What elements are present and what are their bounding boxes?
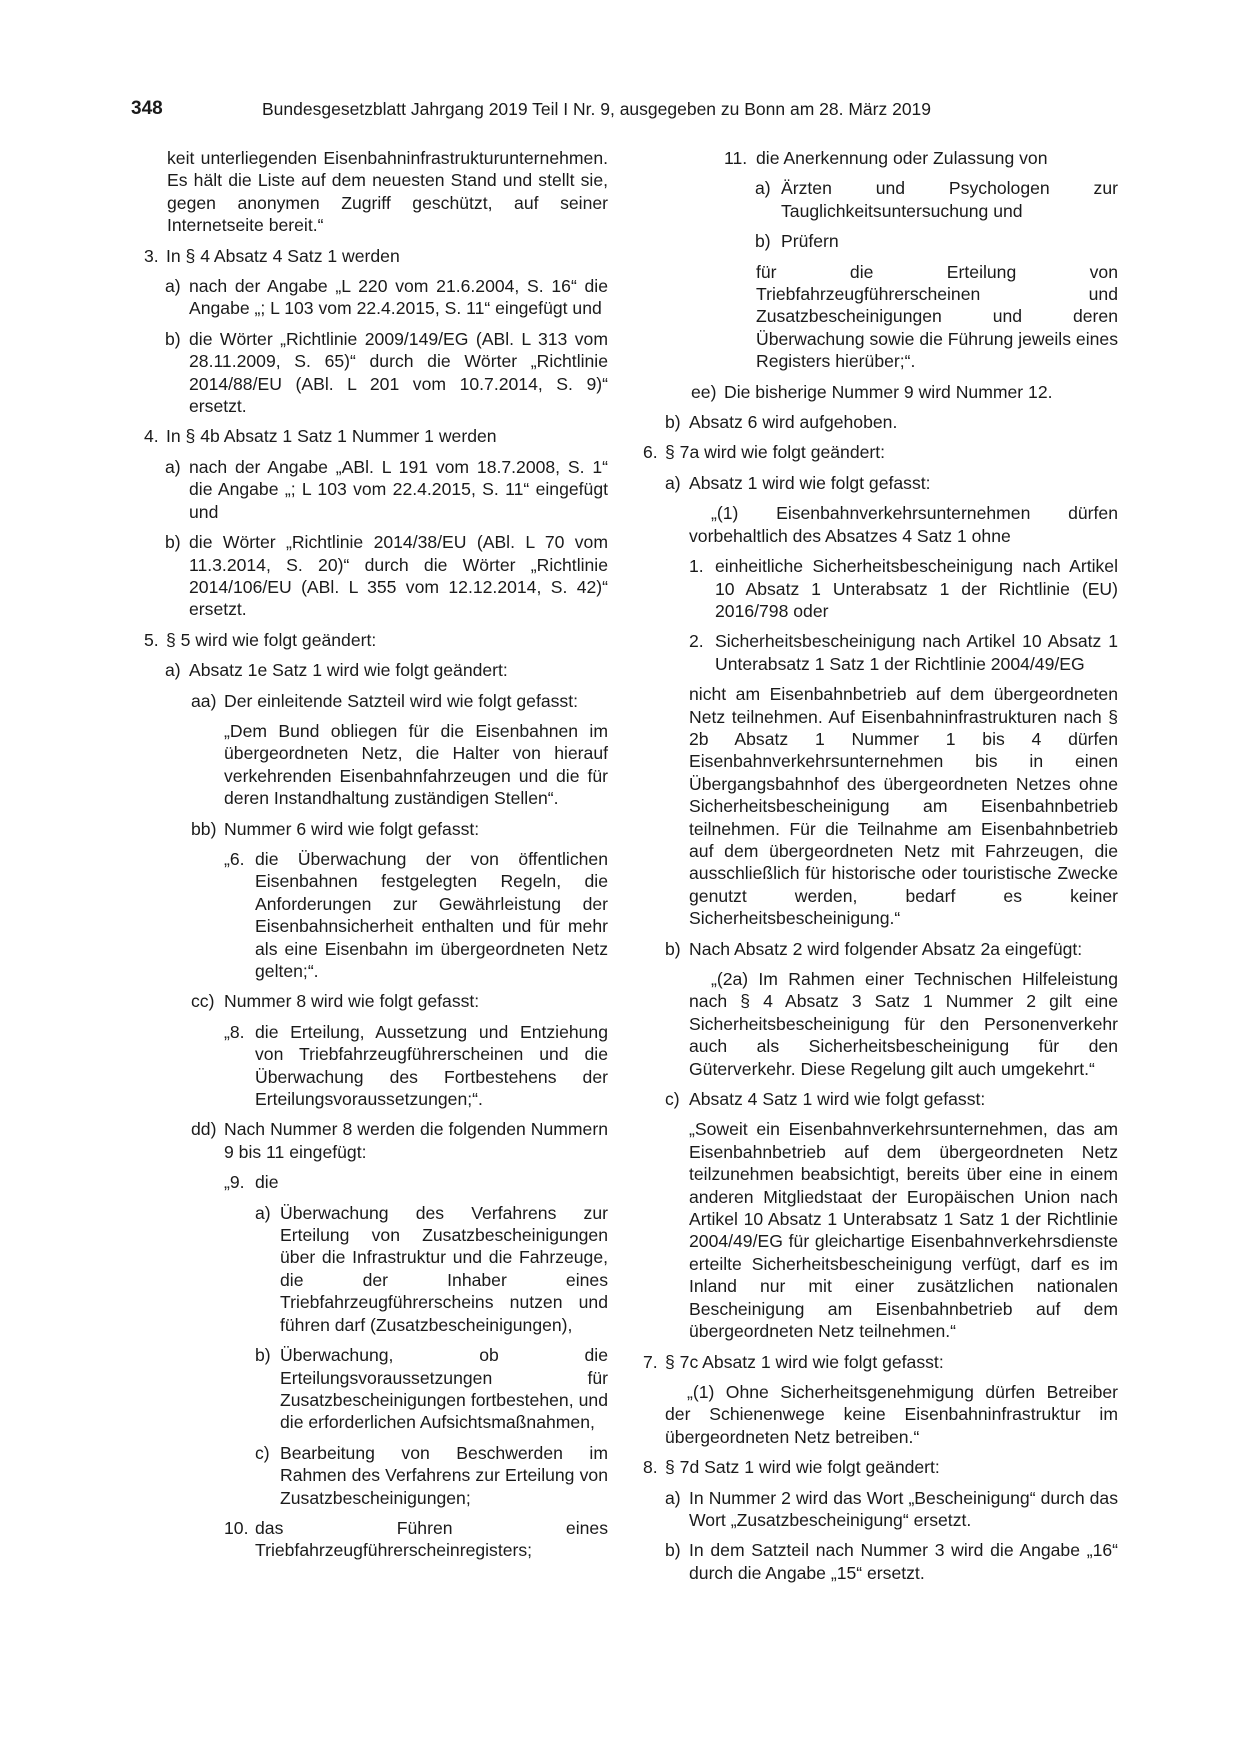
sub-item-8a: [643, 1487, 1118, 1532]
sub-item-6b: [643, 938, 1118, 960]
item-text: Nach Absatz 2 wird folgender Absatz 2a eingefügt:: [689, 938, 1083, 959]
item-text: Absatz 1 wird wie folgt gefasst:: [689, 472, 931, 493]
item-text: die Erteilung, Aussetzung und Entziehung von Triebfahrzeugführerscheinen und die Überwachung des Fortbestehens der Erteilungsvoraussetzungen;“.: [255, 1021, 608, 1110]
left-column: [131, 147, 608, 1570]
item-number: b): [165, 532, 181, 553]
item-number: 2.: [689, 631, 704, 652]
item-text: Der einleitende Satzteil wird wie folgt gefasst:: [224, 690, 579, 711]
item-number: a): [165, 456, 181, 477]
item-number: „9.: [224, 1172, 245, 1193]
item-text: Nach Nummer 8 werden die folgenden Nummern 9 bis 11 eingefügt:: [224, 1119, 608, 1162]
item-number: a): [165, 660, 181, 681]
item-text: einheitliche Sicherheitsbescheinigung nach Artikel 10 Absatz 1 Unterabsatz 1 der Richtlinie (EU) 2016/798 oder: [715, 556, 1118, 621]
item-text: Bearbeitung von Beschwerden im Rahmen des Verfahrens zur Erteilung von Zusatzbescheinigungen;: [280, 1442, 608, 1508]
item-number: b): [165, 328, 181, 349]
item-number: dd): [191, 1119, 217, 1140]
sub-item-4b: [131, 531, 608, 621]
sub-item-ee: [643, 381, 1118, 403]
item-number: „6.: [224, 848, 245, 869]
sub-item-3a: [131, 275, 608, 320]
item-text: Absatz 1e Satz 1 wird wie folgt geändert:: [189, 660, 508, 681]
item-number: 10.: [224, 1517, 249, 1538]
sub-item-6a: [643, 472, 1118, 494]
list-item-8: [643, 1456, 1118, 1478]
item-number: cc): [191, 991, 215, 1012]
sub-item-5a: [131, 659, 608, 681]
sub-item-5b: [643, 411, 1118, 433]
item-text: § 7d Satz 1 wird wie folgt geändert:: [665, 1457, 940, 1478]
item-text: Die bisherige Nummer 9 wird Nummer 12.: [724, 381, 1053, 402]
quote-text: „Dem Bund obliegen für die Eisenbahnen im übergeordneten Netz, die Halter von hierauf verkehrenden Eisenbahnfahrzeugen und die für deren Instandhaltung zuständigen Stellen“.: [224, 720, 608, 809]
item-number: 7.: [643, 1351, 658, 1372]
list-item-7: [643, 1351, 1118, 1373]
item-text: Ärzten und Psychologen zur Tauglichkeitsuntersuchung und: [781, 178, 1118, 221]
quote-item-9: [131, 1171, 608, 1193]
item-number: b): [665, 1540, 681, 1561]
item-text: § 7a wird wie folgt geändert:: [665, 442, 886, 463]
item-text: die: [255, 1172, 279, 1193]
intro-paragraph: keit unterliegenden Eisenbahninfrastrukturunternehmen. Es hält die Liste auf dem neuesten Stand und stellt sie, gegen anonymen Zugriff geschützt, auf seiner Internetseite bereit.“: [167, 148, 608, 236]
item-number: ee): [691, 381, 717, 402]
quote-item-6: [131, 848, 608, 982]
item-number: 5.: [144, 629, 159, 650]
item-number: 6.: [643, 442, 658, 463]
item-text: Überwachung des Verfahrens zur Erteilung von Zusatzbescheinigungen über die Infrastruktur und die Fahrzeuge, die der Inhaber eines Triebfahrzeugführerscheins nutzen und führen darf (Zusatzbescheinigungen),: [280, 1202, 608, 1335]
item-number: aa): [191, 690, 217, 711]
item-number: a): [755, 178, 771, 199]
quote-item-1: [643, 555, 1118, 622]
page-number: 348: [131, 98, 163, 119]
quote-item-9b: [131, 1344, 608, 1434]
sub-item-6c: [643, 1088, 1118, 1110]
quote-tail: nicht am Eisenbahnbetrieb auf dem übergeordneten Netz teilnehmen. Auf Eisenbahninfrastrukturen nach § 2b Absatz 1 Nummer 1 bis 4 dürfen Eisenbahnverkehrsunternehmen bis in einen Übergangsbahnhof des übergeordneten Netzes ohne Sicherheitsbescheinigung am Eisenbahnbetrieb teilnehmen. Für die Teilnahme am Eisenbahnbetrieb auf dem übergeordneten Netz mit Fahrzeugen, die ausschließlich für historische oder touristische Zwecke genutzt werden, bedarf es keiner Sicherheitsbescheinigung.“: [689, 684, 1118, 929]
item-number: bb): [191, 818, 217, 839]
quote-text: „(2a) Im Rahmen einer Technischen Hilfeleistung nach § 4 Absatz 3 Satz 1 Nummer 2 gilt eine Sicherheitsbescheinigung für den Personenverkehr auch als Sicherheitsbescheinigung für den Güterverkehr. Diese Regelung gilt auch umgekehrt.“: [689, 969, 1118, 1079]
item-number: 11.: [724, 148, 748, 168]
item-number: a): [665, 1487, 681, 1508]
sub-item-aa: [131, 690, 608, 712]
sub-item-bb: [131, 818, 608, 840]
quote-item-10: [131, 1517, 608, 1562]
quote-item-9a: [131, 1202, 608, 1336]
item-text: nach der Angabe „L 220 vom 21.6.2004, S. 16“ die Angabe „; L 103 vom 22.4.2015, S. 11“ eingefügt und: [189, 276, 608, 319]
item-text: nach der Angabe „ABl. L 191 vom 18.7.2008, S. 1“ die Angabe „; L 103 vom 22.4.2015, S. 11“ eingefügt und: [189, 456, 608, 522]
item-text: Absatz 6 wird aufgehoben.: [689, 412, 898, 433]
item-number: 4.: [144, 426, 159, 447]
quote-text: „(1) Eisenbahnverkehrsunternehmen dürfen vorbehaltlich des Absatzes 4 Satz 1 ohne: [689, 503, 1118, 546]
item-number: c): [665, 1089, 680, 1110]
item-text: das Führen eines Triebfahrzeugführerscheinregisters;: [255, 1517, 608, 1561]
item-number: b): [665, 412, 681, 433]
item-number: a): [255, 1202, 271, 1223]
item-text: § 5 wird wie folgt geändert:: [166, 629, 377, 650]
item-number: „8.: [224, 1021, 245, 1042]
item-number: 8.: [643, 1457, 658, 1478]
list-item-5: [131, 629, 608, 651]
item-text: In § 4b Absatz 1 Satz 1 Nummer 1 werden: [166, 426, 497, 447]
quote-item-11a: [643, 177, 1118, 222]
quote-item-11b: [643, 230, 1118, 252]
item-text: Nummer 8 wird wie folgt gefasst:: [224, 991, 480, 1012]
item-number: b): [755, 231, 771, 252]
item-text: die Wörter „Richtlinie 2014/38/EU (ABl. L 70 vom 11.3.2014, S. 20)“ durch die Wörter „Richtlinie 2014/106/EU (ABl. L 355 vom 12.12.2014, S. 42)“ ersetzt.: [189, 532, 608, 620]
item-number: 3.: [144, 245, 159, 266]
item-text: die Überwachung der von öffentlichen Eisenbahnen festgelegten Regeln, die Anforderungen zur Gewährleistung der Eisenbahnsicherheit enthalten und für mehr als eine Eisenbahn im übergeordneten Netz gelten;“.: [255, 848, 608, 981]
item-text: § 7c Absatz 1 wird wie folgt gefasst:: [665, 1351, 944, 1372]
item-text: Sicherheitsbescheinigung nach Artikel 10 Absatz 1 Unterabsatz 1 Satz 1 der Richtlinie 2004/49/EG: [715, 631, 1118, 674]
quote-text: „(1) Ohne Sicherheitsgenehmigung dürfen Betreiber der Schienenwege keine Eisenbahninfrastruktur im übergeordneten Netz betreiben.“: [665, 1381, 1118, 1447]
item-text: In § 4 Absatz 4 Satz 1 werden: [166, 245, 400, 266]
item-number: c): [255, 1442, 270, 1463]
gazette-title: Bundesgesetzblatt Jahrgang 2019 Teil I Nr. 9, ausgegeben zu Bonn am 28. März 2019: [262, 99, 932, 119]
list-item-3: [131, 245, 608, 267]
sub-item-3b: [131, 328, 608, 418]
sub-item-8b: [643, 1539, 1118, 1584]
item-text: Nummer 6 wird wie folgt gefasst:: [224, 818, 480, 839]
item-text: die Anerkennung oder Zulassung von: [756, 148, 1048, 168]
sub-item-cc: [131, 990, 608, 1012]
item-text: In dem Satzteil nach Nummer 3 wird die Angabe „16“ durch die Angabe „15“ ersetzt.: [689, 1540, 1118, 1583]
right-column: [643, 147, 1118, 1592]
sub-item-dd: [131, 1118, 608, 1163]
list-item-6: [643, 441, 1118, 463]
item-text: Prüfern: [781, 231, 839, 252]
quote-item-2: [643, 630, 1118, 675]
quote-item-11: [643, 147, 1118, 169]
item-text: die Wörter „Richtlinie 2009/149/EG (ABl. L 313 vom 28.11.2009, S. 65)“ durch die Wörter „Richtlinie 2014/88/EU (ABl. L 201 vom 10.7.2014, S. 9)“ ersetzt.: [189, 328, 608, 417]
item-text: Überwachung, ob die Erteilungsvoraussetzungen für Zusatzbescheinigungen fortbestehen, und die erforderlichen Aufsichtsmaßnahmen,: [280, 1345, 608, 1433]
item-text: Absatz 4 Satz 1 wird wie folgt gefasst:: [689, 1089, 986, 1110]
quote-item-8: [131, 1021, 608, 1111]
item-text: In Nummer 2 wird das Wort „Bescheinigung“ durch das Wort „Zusatzbescheinigung“ ersetzt.: [689, 1487, 1118, 1530]
item-number: 1.: [689, 556, 704, 577]
quote-tail: für die Erteilung von Triebfahrzeugführerscheinen und Zusatzbescheinigungen und deren Überwachung sowie die Führung jeweils eines Registers hierüber;“.: [756, 261, 1118, 372]
item-number: b): [255, 1345, 271, 1366]
item-number: a): [665, 472, 681, 493]
list-item-4: [131, 425, 608, 447]
item-number: a): [165, 276, 181, 297]
item-number: b): [665, 938, 681, 959]
quote-text: „Soweit ein Eisenbahnverkehrsunternehmen, das am Eisenbahnbetrieb auf dem übergeordneten Netz teilzunehmen beabsichtigt, bereits über eine in einem anderen Mitgliedstaat der Europäischen Union nach Artikel 10 Absatz 1 Unterabsatz 1 Satz 1 der Richtlinie 2004/49/EG für gleichartige Eisenbahnverkehrsdienste erteilte Sicherheitsbescheinigung verfügt, darf es im Inland nur mit einer zusätzlichen nationalen Bescheinigung am Eisenbahnbetrieb auf dem übergeordneten Netz teilnehmen.“: [689, 1119, 1118, 1342]
quote-item-9c: [131, 1442, 608, 1509]
sub-item-4a: [131, 456, 608, 523]
